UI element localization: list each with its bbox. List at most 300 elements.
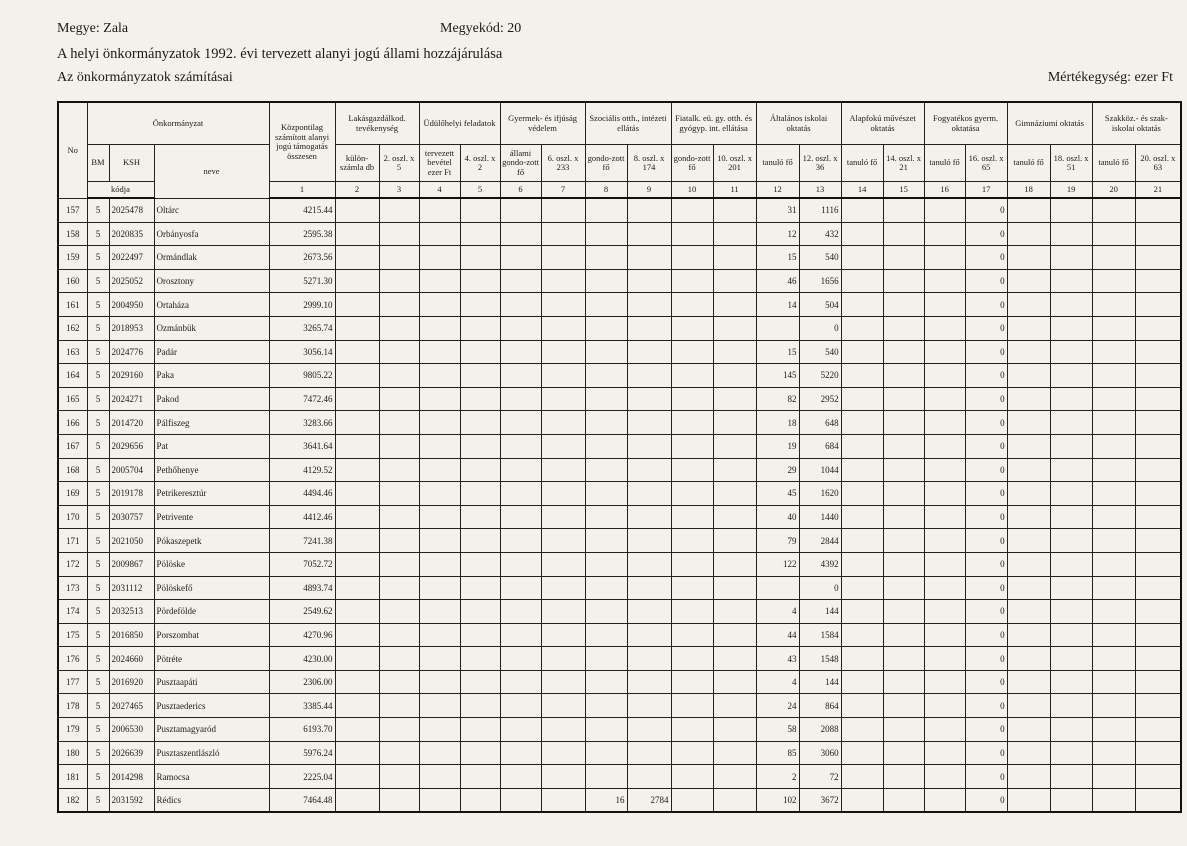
col-sub-header: tanuló fő xyxy=(1007,145,1050,182)
social-cared-count: 16 xyxy=(585,788,627,812)
bm-code: 5 xyxy=(87,788,109,812)
empty-cell xyxy=(1135,788,1181,812)
empty-cell xyxy=(1092,198,1135,222)
table-row xyxy=(58,387,1181,411)
social-amount xyxy=(627,269,671,293)
empty-cell xyxy=(419,576,460,600)
total-support: 2306.00 xyxy=(269,670,335,694)
social-cared-count xyxy=(585,364,627,388)
social-cared-count xyxy=(585,576,627,600)
ksh-code: 2021050 xyxy=(109,529,154,553)
primary-amount: 1548 xyxy=(799,647,841,671)
empty-cell xyxy=(1050,411,1092,435)
col-group-header: Szociális otth., intézeti ellátás xyxy=(585,102,671,145)
empty-cell xyxy=(500,269,541,293)
bm-code: 5 xyxy=(87,411,109,435)
empty-cell xyxy=(1050,788,1092,812)
ksh-code: 2009867 xyxy=(109,552,154,576)
empty-cell xyxy=(883,718,924,742)
empty-cell xyxy=(924,788,965,812)
empty-cell xyxy=(1007,364,1050,388)
social-cared-count xyxy=(585,647,627,671)
empty-cell xyxy=(713,529,756,553)
disabled-amount: 0 xyxy=(965,529,1007,553)
empty-cell xyxy=(924,694,965,718)
primary-amount: 864 xyxy=(799,694,841,718)
social-amount xyxy=(627,647,671,671)
empty-cell xyxy=(500,198,541,222)
empty-cell xyxy=(460,198,500,222)
empty-cell xyxy=(460,269,500,293)
bm-code: 5 xyxy=(87,293,109,317)
empty-cell xyxy=(1007,788,1050,812)
primary-students: 122 xyxy=(756,552,799,576)
empty-cell xyxy=(1092,505,1135,529)
table-row xyxy=(58,694,1181,718)
empty-cell xyxy=(1050,434,1092,458)
col-header-bm: BM xyxy=(87,145,109,182)
empty-cell xyxy=(883,340,924,364)
primary-amount: 3672 xyxy=(799,788,841,812)
primary-students: 82 xyxy=(756,387,799,411)
empty-cell xyxy=(671,552,713,576)
empty-cell xyxy=(379,505,419,529)
social-amount xyxy=(627,670,671,694)
empty-cell xyxy=(883,765,924,789)
disabled-amount: 0 xyxy=(965,741,1007,765)
col-sub-header: tervezett bevétel ezer Ft xyxy=(419,145,460,182)
col-sub-header: állami gondo-zott fő xyxy=(500,145,541,182)
empty-cell xyxy=(671,411,713,435)
empty-cell xyxy=(460,316,500,340)
empty-cell xyxy=(1092,246,1135,270)
total-support: 3385.44 xyxy=(269,694,335,718)
empty-cell xyxy=(1050,269,1092,293)
empty-cell xyxy=(541,647,585,671)
empty-cell xyxy=(671,694,713,718)
primary-students: 145 xyxy=(756,364,799,388)
empty-cell xyxy=(713,246,756,270)
empty-cell xyxy=(1050,552,1092,576)
col-group-header: Alapfokú művészet oktatás xyxy=(841,102,924,145)
empty-cell xyxy=(460,293,500,317)
primary-students: 45 xyxy=(756,482,799,506)
total-support: 3283.66 xyxy=(269,411,335,435)
municipality-name: Pakod xyxy=(154,387,269,411)
empty-cell xyxy=(924,623,965,647)
empty-cell xyxy=(500,340,541,364)
primary-students: 44 xyxy=(756,623,799,647)
social-amount xyxy=(627,387,671,411)
empty-cell xyxy=(541,364,585,388)
empty-cell xyxy=(335,340,379,364)
bm-code: 5 xyxy=(87,246,109,270)
col-sub-header: 6. oszl. x 233 xyxy=(541,145,585,182)
row-number: 157 xyxy=(58,198,87,222)
empty-cell xyxy=(500,434,541,458)
total-support: 4270.96 xyxy=(269,623,335,647)
primary-amount: 1116 xyxy=(799,198,841,222)
bm-code: 5 xyxy=(87,364,109,388)
empty-cell xyxy=(335,316,379,340)
primary-amount: 1440 xyxy=(799,505,841,529)
empty-cell xyxy=(671,647,713,671)
col-sub-header: tanuló fő xyxy=(924,145,965,182)
col-number: 19 xyxy=(1050,182,1092,199)
social-cared-count xyxy=(585,694,627,718)
social-amount xyxy=(627,434,671,458)
empty-cell xyxy=(671,316,713,340)
empty-cell xyxy=(924,505,965,529)
social-cared-count xyxy=(585,670,627,694)
table-row xyxy=(58,788,1181,812)
col-number: 14 xyxy=(841,182,883,199)
empty-cell xyxy=(419,387,460,411)
empty-cell xyxy=(460,434,500,458)
total-support: 4129.52 xyxy=(269,458,335,482)
empty-cell xyxy=(1092,694,1135,718)
empty-cell xyxy=(1050,741,1092,765)
empty-cell xyxy=(713,788,756,812)
municipality-name: Pálfiszeg xyxy=(154,411,269,435)
row-number: 170 xyxy=(58,505,87,529)
disabled-amount: 0 xyxy=(965,222,1007,246)
table-row xyxy=(58,411,1181,435)
row-number: 174 xyxy=(58,600,87,624)
empty-cell xyxy=(419,269,460,293)
bm-code: 5 xyxy=(87,670,109,694)
empty-cell xyxy=(460,364,500,388)
social-amount xyxy=(627,600,671,624)
col-group-header: Fiatalk. eü. gy. otth. és gyógyp. int. ellátása xyxy=(671,102,756,145)
empty-cell xyxy=(924,364,965,388)
empty-cell xyxy=(1092,411,1135,435)
empty-cell xyxy=(1092,552,1135,576)
row-number: 158 xyxy=(58,222,87,246)
empty-cell xyxy=(335,222,379,246)
ksh-code: 2025052 xyxy=(109,269,154,293)
empty-cell xyxy=(1007,765,1050,789)
empty-cell xyxy=(460,647,500,671)
empty-cell xyxy=(335,411,379,435)
empty-cell xyxy=(841,364,883,388)
social-amount xyxy=(627,529,671,553)
empty-cell xyxy=(841,788,883,812)
empty-cell xyxy=(379,387,419,411)
ksh-code: 2018953 xyxy=(109,316,154,340)
disabled-amount: 0 xyxy=(965,505,1007,529)
empty-cell xyxy=(1050,718,1092,742)
empty-cell xyxy=(671,364,713,388)
empty-cell xyxy=(1092,434,1135,458)
empty-cell xyxy=(1050,670,1092,694)
empty-cell xyxy=(924,529,965,553)
empty-cell xyxy=(924,647,965,671)
empty-cell xyxy=(1007,505,1050,529)
empty-cell xyxy=(419,198,460,222)
empty-cell xyxy=(541,623,585,647)
empty-cell xyxy=(541,694,585,718)
disabled-amount: 0 xyxy=(965,434,1007,458)
empty-cell xyxy=(1092,482,1135,506)
primary-amount: 144 xyxy=(799,670,841,694)
empty-cell xyxy=(419,340,460,364)
empty-cell xyxy=(1050,647,1092,671)
empty-cell xyxy=(671,741,713,765)
empty-cell xyxy=(460,411,500,435)
social-cared-count xyxy=(585,246,627,270)
empty-cell xyxy=(419,458,460,482)
empty-cell xyxy=(671,198,713,222)
empty-cell xyxy=(1135,364,1181,388)
empty-cell xyxy=(541,718,585,742)
empty-cell xyxy=(1050,765,1092,789)
empty-cell xyxy=(460,482,500,506)
row-number: 180 xyxy=(58,741,87,765)
col-group-header: Általános iskolai oktatás xyxy=(756,102,841,145)
empty-cell xyxy=(1135,718,1181,742)
empty-cell xyxy=(500,552,541,576)
empty-cell xyxy=(379,269,419,293)
empty-cell xyxy=(541,434,585,458)
total-support: 4412.46 xyxy=(269,505,335,529)
empty-cell xyxy=(460,741,500,765)
empty-cell xyxy=(1135,434,1181,458)
empty-cell xyxy=(1135,269,1181,293)
ksh-code: 2025478 xyxy=(109,198,154,222)
total-support: 9805.22 xyxy=(269,364,335,388)
primary-students xyxy=(756,316,799,340)
empty-cell xyxy=(500,246,541,270)
empty-cell xyxy=(419,765,460,789)
empty-cell xyxy=(841,670,883,694)
row-number: 169 xyxy=(58,482,87,506)
municipality-name: Ortaháza xyxy=(154,293,269,317)
empty-cell xyxy=(1007,387,1050,411)
table-row xyxy=(58,340,1181,364)
empty-cell xyxy=(713,269,756,293)
empty-cell xyxy=(713,623,756,647)
col-number: 16 xyxy=(924,182,965,199)
ksh-code: 2020835 xyxy=(109,222,154,246)
col-group-header: Szakköz.- és szak-iskolai oktatás xyxy=(1092,102,1181,145)
primary-students: 4 xyxy=(756,600,799,624)
empty-cell xyxy=(541,411,585,435)
bm-code: 5 xyxy=(87,694,109,718)
empty-cell xyxy=(841,198,883,222)
empty-cell xyxy=(841,600,883,624)
empty-cell xyxy=(419,316,460,340)
total-support: 7241.38 xyxy=(269,529,335,553)
empty-cell xyxy=(541,788,585,812)
table-row xyxy=(58,246,1181,270)
empty-cell xyxy=(713,458,756,482)
empty-cell xyxy=(500,387,541,411)
empty-cell xyxy=(379,741,419,765)
empty-cell xyxy=(1092,364,1135,388)
col-header-total: Központilag számított alanyi jogú támogatás összesen xyxy=(269,102,335,182)
empty-cell xyxy=(671,600,713,624)
bm-code: 5 xyxy=(87,269,109,293)
empty-cell xyxy=(1007,670,1050,694)
primary-amount: 5220 xyxy=(799,364,841,388)
empty-cell xyxy=(335,647,379,671)
empty-cell xyxy=(1007,269,1050,293)
social-cared-count xyxy=(585,741,627,765)
disabled-amount: 0 xyxy=(965,458,1007,482)
ksh-code: 2019178 xyxy=(109,482,154,506)
ksh-code: 2031592 xyxy=(109,788,154,812)
municipality-name: Petrikeresztúr xyxy=(154,482,269,506)
empty-cell xyxy=(883,600,924,624)
disabled-amount: 0 xyxy=(965,387,1007,411)
empty-cell xyxy=(500,718,541,742)
empty-cell xyxy=(500,741,541,765)
empty-cell xyxy=(1050,482,1092,506)
primary-students: 46 xyxy=(756,269,799,293)
empty-cell xyxy=(713,387,756,411)
empty-cell xyxy=(671,529,713,553)
empty-cell xyxy=(379,198,419,222)
municipality-name: Pördefölde xyxy=(154,600,269,624)
empty-cell xyxy=(713,340,756,364)
empty-cell xyxy=(883,623,924,647)
empty-cell xyxy=(883,293,924,317)
social-cared-count xyxy=(585,411,627,435)
empty-cell xyxy=(1050,198,1092,222)
total-support: 7464.48 xyxy=(269,788,335,812)
disabled-amount: 0 xyxy=(965,694,1007,718)
empty-cell xyxy=(379,552,419,576)
disabled-amount: 0 xyxy=(965,316,1007,340)
bm-code: 5 xyxy=(87,505,109,529)
empty-cell xyxy=(379,576,419,600)
empty-cell xyxy=(379,482,419,506)
primary-students: 58 xyxy=(756,718,799,742)
ksh-code: 2005704 xyxy=(109,458,154,482)
empty-cell xyxy=(419,600,460,624)
empty-cell xyxy=(671,576,713,600)
empty-cell xyxy=(500,600,541,624)
empty-cell xyxy=(419,741,460,765)
primary-amount: 1620 xyxy=(799,482,841,506)
row-number: 172 xyxy=(58,552,87,576)
empty-cell xyxy=(541,482,585,506)
empty-cell xyxy=(335,458,379,482)
empty-cell xyxy=(1007,623,1050,647)
empty-cell xyxy=(671,482,713,506)
empty-cell xyxy=(379,293,419,317)
empty-cell xyxy=(500,576,541,600)
empty-cell xyxy=(419,434,460,458)
empty-cell xyxy=(671,765,713,789)
social-cared-count xyxy=(585,340,627,364)
municipality-name: Orbányosfa xyxy=(154,222,269,246)
row-number: 176 xyxy=(58,647,87,671)
empty-cell xyxy=(713,364,756,388)
table-body xyxy=(58,198,1181,812)
county-label: Megye: Zala xyxy=(57,21,129,36)
empty-cell xyxy=(883,364,924,388)
ksh-code: 2029656 xyxy=(109,434,154,458)
empty-cell xyxy=(883,434,924,458)
table-row xyxy=(58,552,1181,576)
empty-cell xyxy=(671,269,713,293)
total-support: 7472.46 xyxy=(269,387,335,411)
empty-cell xyxy=(713,316,756,340)
empty-cell xyxy=(1092,623,1135,647)
ksh-code: 2006530 xyxy=(109,718,154,742)
social-amount xyxy=(627,198,671,222)
empty-cell xyxy=(924,340,965,364)
primary-students: 12 xyxy=(756,222,799,246)
empty-cell xyxy=(841,458,883,482)
primary-students: 2 xyxy=(756,765,799,789)
col-group-header: Üdülőhelyi feladatok xyxy=(419,102,500,145)
ksh-code: 2014720 xyxy=(109,411,154,435)
empty-cell xyxy=(883,529,924,553)
ksh-code: 2016920 xyxy=(109,670,154,694)
primary-amount: 4392 xyxy=(799,552,841,576)
primary-amount: 684 xyxy=(799,434,841,458)
empty-cell xyxy=(1050,529,1092,553)
empty-cell xyxy=(1007,246,1050,270)
empty-cell xyxy=(419,222,460,246)
empty-cell xyxy=(460,623,500,647)
empty-cell xyxy=(883,458,924,482)
empty-cell xyxy=(541,741,585,765)
social-amount xyxy=(627,552,671,576)
row-number: 177 xyxy=(58,670,87,694)
table-row xyxy=(58,269,1181,293)
social-cared-count xyxy=(585,222,627,246)
empty-cell xyxy=(713,222,756,246)
empty-cell xyxy=(419,505,460,529)
empty-cell xyxy=(1135,670,1181,694)
empty-cell xyxy=(1092,293,1135,317)
empty-cell xyxy=(1135,623,1181,647)
municipality-name: Porszombat xyxy=(154,623,269,647)
total-support: 5271.30 xyxy=(269,269,335,293)
total-support: 2549.62 xyxy=(269,600,335,624)
empty-cell xyxy=(335,788,379,812)
col-group-header: Fogyatékos gyerm. oktatása xyxy=(924,102,1007,145)
social-cared-count xyxy=(585,623,627,647)
social-cared-count xyxy=(585,198,627,222)
empty-cell xyxy=(883,222,924,246)
empty-cell xyxy=(924,411,965,435)
empty-cell xyxy=(335,505,379,529)
social-amount xyxy=(627,293,671,317)
social-amount xyxy=(627,505,671,529)
bm-code: 5 xyxy=(87,623,109,647)
col-group-header: Lakásgazdálkod. tevékenység xyxy=(335,102,419,145)
social-amount xyxy=(627,316,671,340)
empty-cell xyxy=(883,788,924,812)
col-sub-header: 12. oszl. x 36 xyxy=(799,145,841,182)
empty-cell xyxy=(335,623,379,647)
empty-cell xyxy=(1007,482,1050,506)
empty-cell xyxy=(883,411,924,435)
primary-amount: 0 xyxy=(799,576,841,600)
empty-cell xyxy=(500,364,541,388)
empty-cell xyxy=(1007,741,1050,765)
empty-cell xyxy=(1092,718,1135,742)
ksh-code: 2014298 xyxy=(109,765,154,789)
col-sub-header: 14. oszl. x 21 xyxy=(883,145,924,182)
table-row xyxy=(58,434,1181,458)
empty-cell xyxy=(541,765,585,789)
